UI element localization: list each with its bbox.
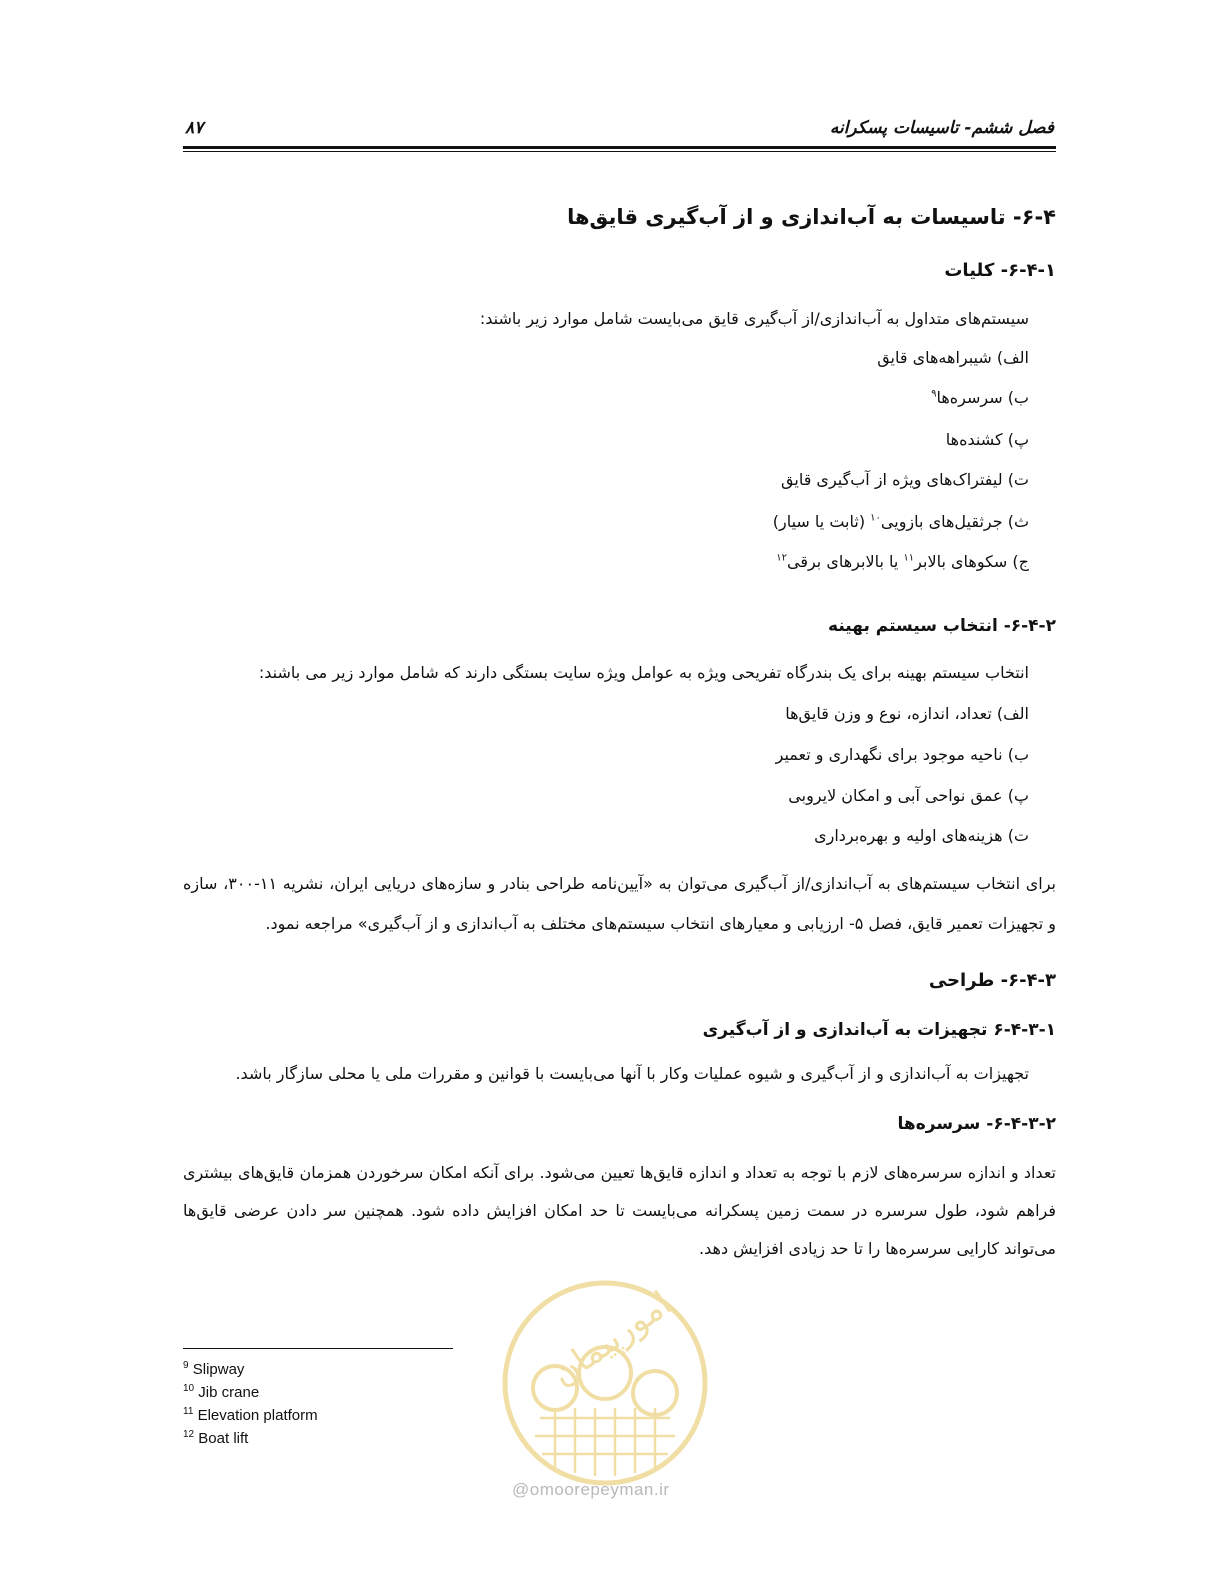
subsubsection-1-text: تجهیزات به آب‌اندازی و از آب‌گیری و شیوه عملیات وکار با آنها می‌بایست با قوانین و مقررات ملی یا محلی سازگار باشد. xyxy=(235,1064,1029,1083)
footnote: $^{10}$ Jib crane xyxy=(183,1383,260,1401)
subsubsection-1-title: ۶-۴-۳-۱ تجهیزات به آب‌اندازی و از آب‌گیری xyxy=(702,1020,1056,1040)
svg-text:امورپیمان: امورپیمان xyxy=(544,1283,680,1395)
footnote-mark: ۱۰ xyxy=(870,512,881,524)
footnote: $^{11}$ Elevation platform xyxy=(183,1406,318,1424)
list-item: پ) عمق نواحی آبی و امکان لایروبی xyxy=(788,786,1029,805)
subsubsection-2-title: ۶-۴-۳-۲- سرسره‌ها xyxy=(897,1114,1056,1134)
list-item: ج) سکوهای بالابر$^{۱۱}$ یا بالابرهای برقی$^{۱۲}$ xyxy=(776,552,1029,571)
footnote-mark: ۱۲ xyxy=(776,552,787,564)
footnote-mark: ۱۱ xyxy=(903,552,915,564)
subsection-3-title: ۶-۴-۳- طراحی xyxy=(928,970,1056,991)
subsection-2-intro: انتخاب سیستم بهینه برای یک بندرگاه تفریحی ویژه به عوامل ویژه سایت بستگی دارند که شامل موارد زیر می باشند: xyxy=(258,663,1029,682)
header-rule-thick xyxy=(183,146,1056,149)
watermark-url: @omoorepeyman.ir xyxy=(512,1480,670,1499)
footnote: $^9$ Slipway xyxy=(183,1360,245,1378)
footnote-mark: ۹ xyxy=(931,388,937,400)
list-item: ب) ناحیه موجود برای نگهداری و تعمیر xyxy=(775,745,1029,764)
list-item: الف) شیبراهه‌های قایق xyxy=(877,348,1029,367)
footnote-rule xyxy=(183,1348,453,1349)
page-number: ۸۷ xyxy=(185,118,204,138)
subsection-2-title: ۶-۴-۲- انتخاب سیستم بهینه xyxy=(828,616,1056,636)
list-item: ب) سرسره‌ها$^۹$ xyxy=(931,388,1029,407)
list-item: الف) تعداد، اندازه، نوع و وزن قایق‌ها xyxy=(785,704,1029,723)
subsubsection-2-text: تعداد و اندازه سرسره‌های لازم با توجه به تعداد و اندازه قایق‌ها تعیین می‌شود. برای آنکه امکان سرخوردن همزمان قایق‌های بیشتری فراهم شود، طول سرسره در سمت زمین پسکرانه می‌بایست تا حد امکان افزایش داده شود. همچنین سر دادن عرضی قایق‌ها می‌تواند کارایی سرسره‌ها را تا حد زیادی افزایش دهد. xyxy=(183,1163,1056,1258)
list-item: ث) جرثقیل‌های بازویی$^{۱۰}$ (ثابت یا سیار) xyxy=(772,512,1029,531)
list-item: ت) هزینه‌های اولیه و بهره‌برداری xyxy=(814,826,1029,845)
list-item: پ) کشنده‌ها xyxy=(945,430,1029,449)
running-header-title: فصل ششم- تاسیسات پسکرانه xyxy=(829,118,1054,138)
subsection-1-intro: سیستم‌های متداول به آب‌اندازی/از آب‌گیری قایق می‌بایست شامل موارد زیر باشند: xyxy=(479,309,1029,328)
watermark-logo xyxy=(500,1278,710,1488)
subsection-1-title: ۶-۴-۱- کلیات xyxy=(944,260,1056,281)
header-rule-thin xyxy=(183,151,1056,152)
footnote: $^{12}$ Boat lift xyxy=(183,1429,249,1447)
subsection-2-paragraph: برای انتخاب سیستم‌های به آب‌اندازی/از آب‌گیری می‌توان به «آیین‌نامه طراحی بنادر و سازه‌های دریایی ایران، نشریه ۱۱-۳۰۰، سازه و تجهیزات تعمیر قایق، فصل ۵- ارزیابی و معیارهای انتخاب سیستم‌های مختلف به آب‌اندازی و از آب‌گیری» مراجعه نمود. xyxy=(183,874,1057,933)
list-item: ت) لیفتراک‌های ویژه از آب‌گیری قایق xyxy=(781,470,1029,489)
section-title: ۶-۴- تاسیسات به آب‌اندازی و از آب‌گیری قایق‌ها xyxy=(567,205,1056,229)
at-icon: @ xyxy=(512,1480,530,1499)
